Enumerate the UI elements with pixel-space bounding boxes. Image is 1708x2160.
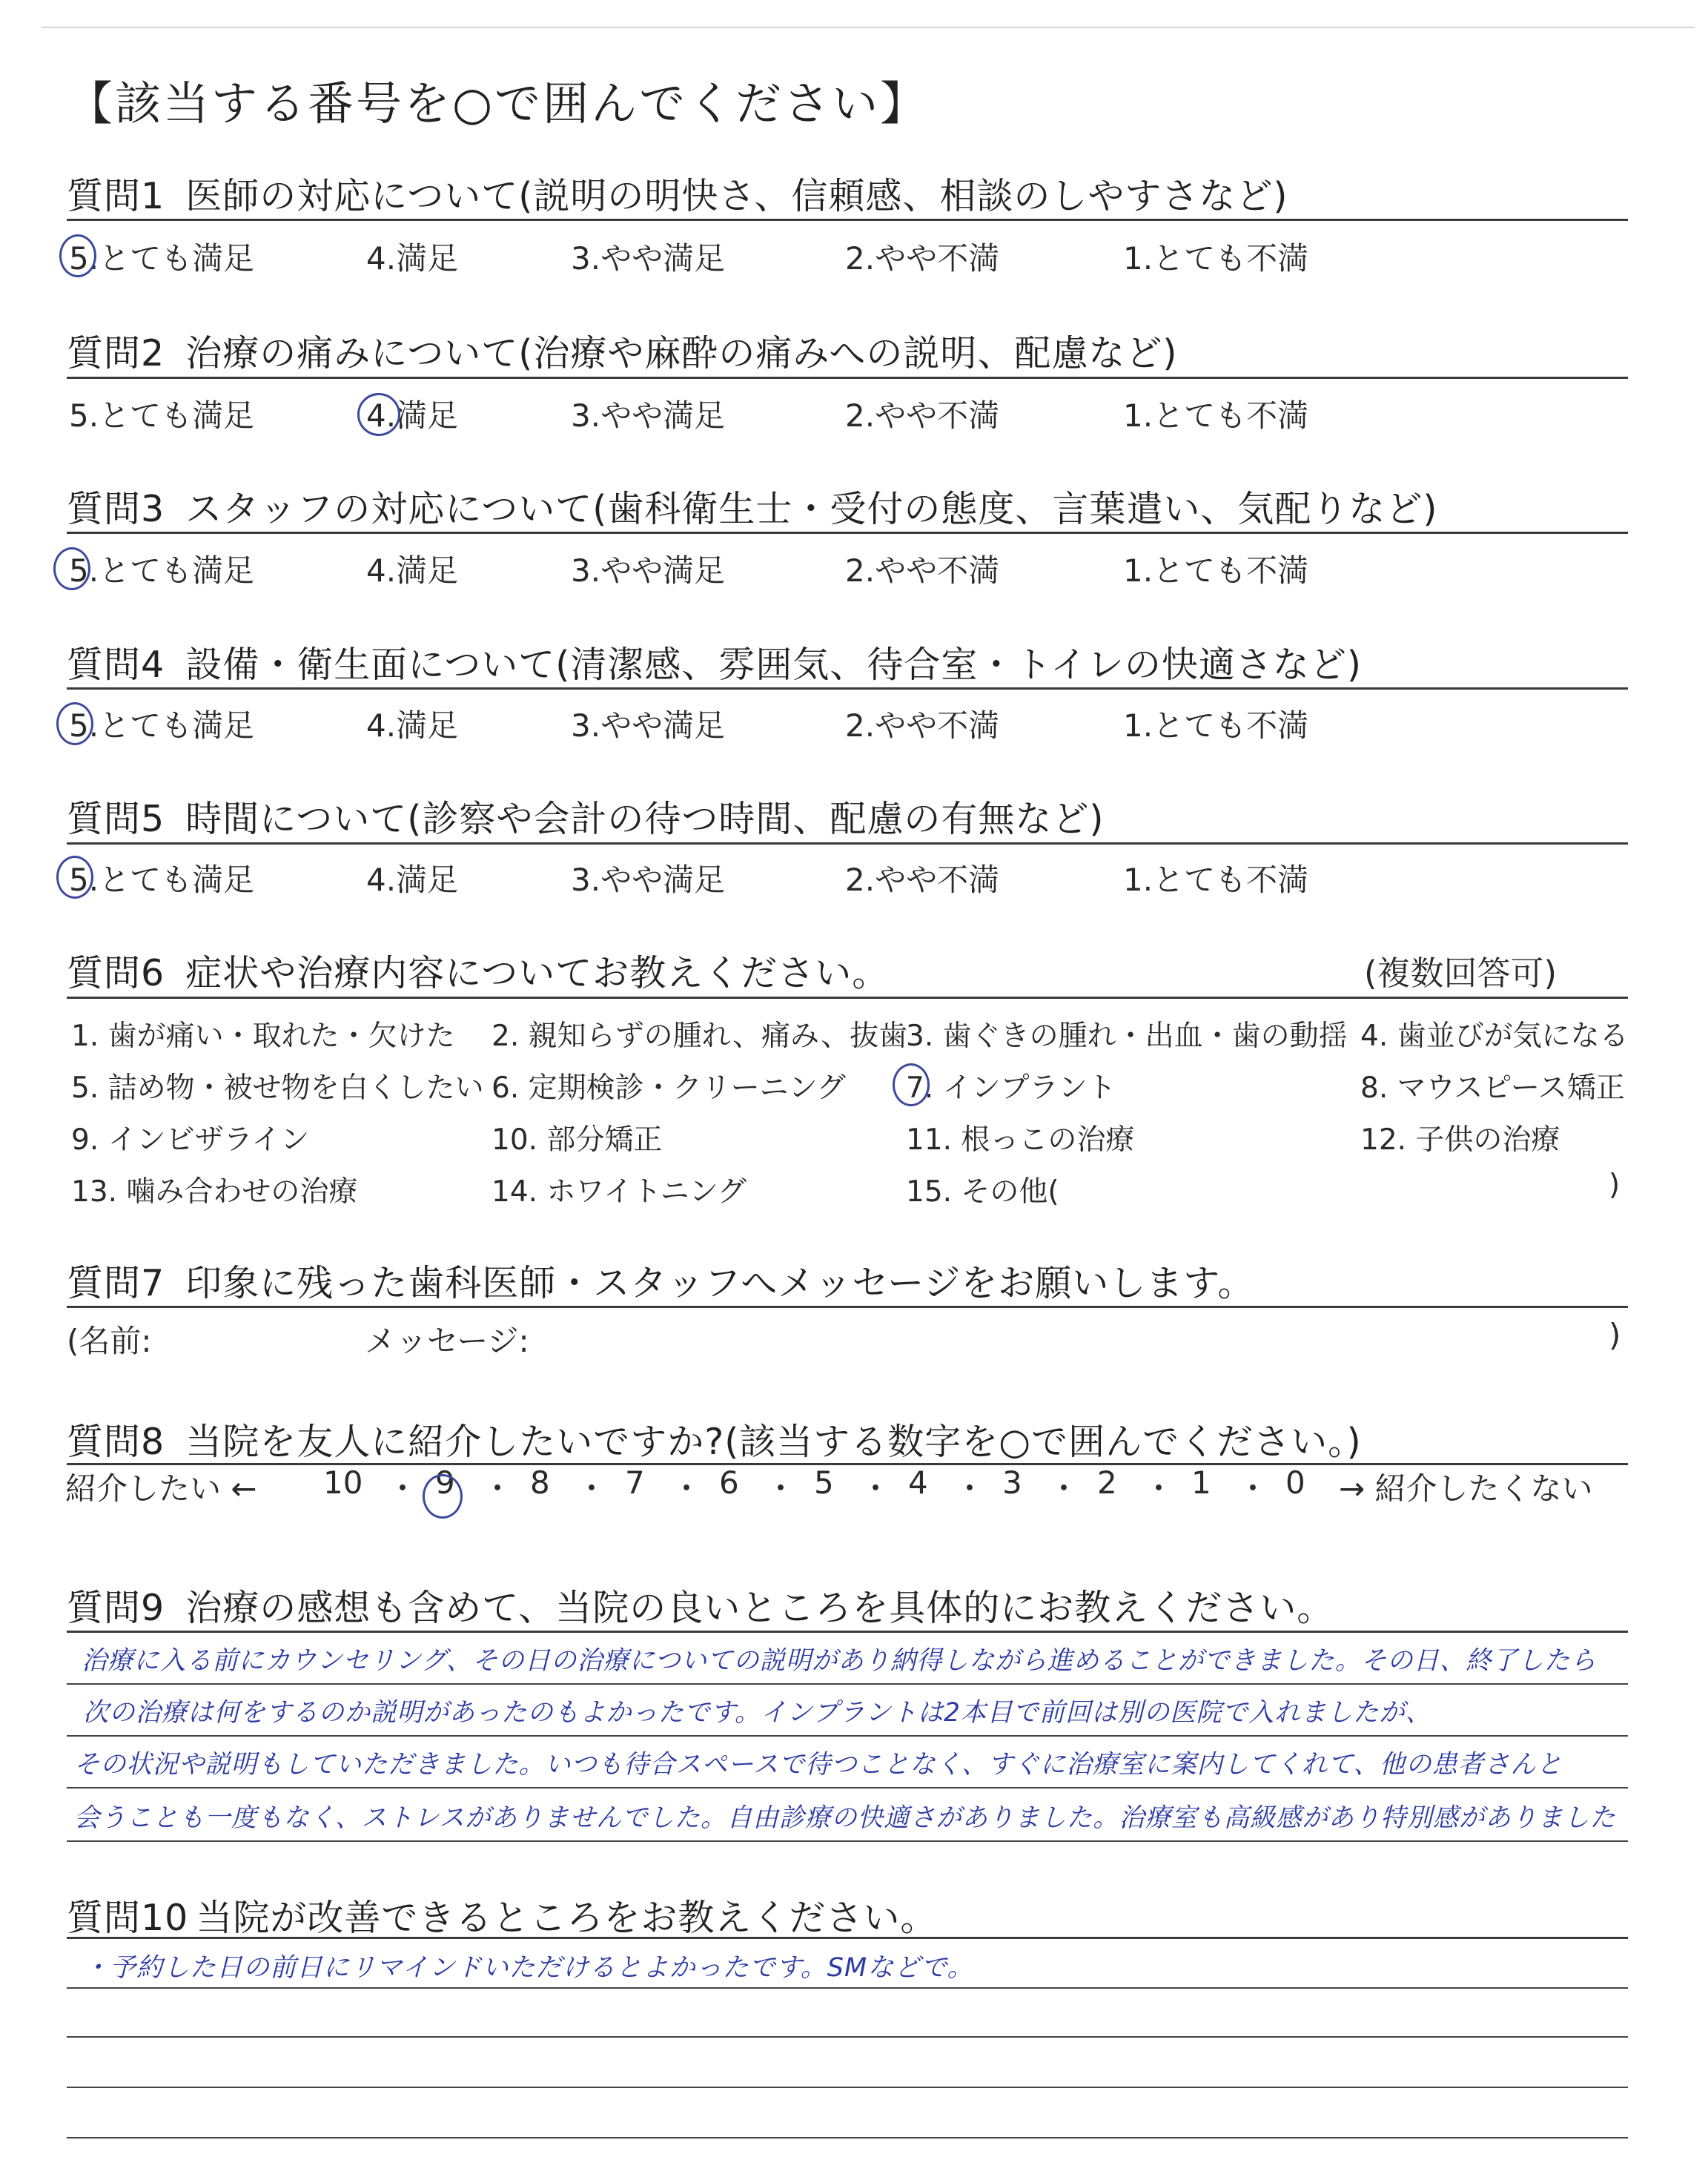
q5-option-2[interactable]: 2.やや不満	[845, 862, 1000, 898]
question-text: 当院が改善できるところをお教えください。	[196, 1897, 938, 1939]
answer-line	[67, 1840, 1628, 1842]
q6-option-8[interactable]: 8. マウスピース矯正	[1360, 1071, 1625, 1105]
answer-line	[67, 1787, 1628, 1789]
question-number: 質問9	[67, 1587, 165, 1629]
q3-answer-circle	[53, 547, 90, 590]
question-10-title	[67, 1889, 937, 1941]
question-3-title	[67, 480, 1437, 532]
q6-answer-circle	[893, 1063, 930, 1106]
scale-8[interactable]: 8	[530, 1464, 550, 1501]
scale-sep: ・	[1237, 1470, 1269, 1507]
q2-option-1[interactable]: 1.とても不満	[1123, 397, 1309, 434]
q6-other-close-paren: )	[1609, 1169, 1621, 1202]
question-text: 症状や治療内容についてお教えください。	[185, 952, 890, 994]
not-recommend-label: → 紹介したくない	[1339, 1470, 1593, 1507]
question-5-title	[67, 790, 1104, 842]
q6-option-15[interactable]: 15. その他(	[906, 1175, 1059, 1209]
question-4-rule	[67, 687, 1628, 690]
question-7-title	[67, 1255, 1254, 1307]
question-2-title	[67, 325, 1177, 377]
q10-handwritten-line-1: ・予約した日の前日にリマインドいただけるとよかったです。SMなどで。	[83, 1953, 974, 1983]
q6-option-12[interactable]: 12. 子供の治療	[1360, 1123, 1560, 1157]
scale-10[interactable]: 10	[323, 1464, 363, 1501]
question-text: 治療の感想も含めて、当院の良いところを具体的にお教えください。	[185, 1587, 1334, 1629]
scale-sep: ・	[765, 1470, 797, 1507]
q4-option-3[interactable]: 3.やや満足	[571, 707, 726, 744]
scale-1[interactable]: 1	[1191, 1464, 1211, 1501]
question-6-rule	[67, 997, 1628, 999]
q3-option-5[interactable]: 5.とても満足	[69, 552, 255, 589]
q3-option-1[interactable]: 1.とても不満	[1123, 552, 1309, 589]
question-text: 当院を友人に紹介したいですか?(該当する数字を○で囲んでください。)	[185, 1421, 1362, 1463]
q6-option-14[interactable]: 14. ホワイトニング	[491, 1175, 747, 1209]
name-label: (名前:	[67, 1323, 152, 1359]
q1-option-3[interactable]: 3.やや満足	[571, 240, 726, 277]
q5-option-4[interactable]: 4.満足	[366, 862, 459, 898]
scale-sep: ・	[954, 1470, 986, 1507]
question-text: 医師の対応について(説明の明快さ、信頼感、相談のしやすさなど)	[185, 175, 1288, 217]
q6-option-5[interactable]: 5. 詰め物・被せ物を白くしたい	[71, 1071, 484, 1105]
answer-line	[67, 2137, 1628, 2138]
message-label: メッセージ:	[365, 1323, 529, 1359]
question-2-rule	[67, 377, 1628, 379]
question-number: 質問8	[67, 1421, 165, 1463]
instruction-heading: 【該当する番号を○で囲んでください】	[67, 76, 929, 131]
q2-option-5[interactable]: 5.とても満足	[69, 397, 255, 434]
scale-sep: ・	[387, 1470, 419, 1507]
multiple-answers-note: (複数回答可)	[1364, 954, 1558, 993]
scale-0[interactable]: 0	[1285, 1464, 1305, 1501]
scale-sep: ・	[576, 1470, 608, 1507]
question-8-title	[67, 1413, 1362, 1465]
q9-handwritten-line-2: 次の治療は何をするのか説明があったのもよかったです。インプラントは2本目で前回は別の医院で入れましたが、	[83, 1698, 1432, 1728]
q9-handwritten-line-1: 治療に入る前にカウンセリング、その日の治療についての説明があり納得しながら進めることができました。その日、終了したら	[82, 1646, 1597, 1676]
q3-option-3[interactable]: 3.やや満足	[571, 552, 726, 589]
q3-option-4[interactable]: 4.満足	[366, 552, 459, 589]
question-text: スタッフの対応について(歯科衛生士・受付の態度、言葉遣い、気配りなど)	[185, 488, 1438, 530]
question-3-rule	[67, 532, 1628, 534]
scale-sep: ・	[1048, 1470, 1080, 1507]
question-9-title	[67, 1579, 1334, 1631]
q4-option-1[interactable]: 1.とても不満	[1123, 707, 1309, 744]
scale-sep: ・	[671, 1470, 703, 1507]
question-text: 印象に残った歯科医師・スタッフへメッセージをお願いします。	[185, 1262, 1255, 1304]
question-number: 質問3	[67, 488, 165, 530]
q6-option-7[interactable]: 7. インプラント	[906, 1071, 1116, 1105]
q1-option-5[interactable]: 5.とても満足	[69, 240, 255, 277]
q4-option-2[interactable]: 2.やや不満	[845, 707, 1000, 744]
q9-handwritten-line-4: 会うことも一度もなく、ストレスがありませんでした。自由診療の快適さがありました。治療室も高級感があり特別感がありました	[74, 1803, 1616, 1833]
q2-option-3[interactable]: 3.やや満足	[571, 397, 726, 434]
q5-answer-circle	[56, 856, 93, 899]
q2-option-2[interactable]: 2.やや不満	[845, 397, 1000, 434]
question-4-title	[67, 636, 1362, 688]
question-number: 質問2	[67, 332, 165, 374]
q6-option-11[interactable]: 11. 根っこの治療	[906, 1123, 1135, 1157]
q1-option-1[interactable]: 1.とても不満	[1123, 240, 1309, 277]
question-7-rule	[67, 1306, 1628, 1308]
question-number: 質問5	[67, 798, 165, 840]
question-1-rule	[67, 219, 1628, 221]
question-number: 質問7	[67, 1262, 165, 1304]
question-5-rule	[67, 842, 1628, 845]
q6-option-4[interactable]: 4. 歯並びが気になる	[1360, 1020, 1629, 1053]
q6-option-1[interactable]: 1. 歯が痛い・取れた・欠けた	[71, 1020, 455, 1053]
question-text: 設備・衛生面について(清潔感、雰囲気、待合室・トイレの快適さなど)	[185, 644, 1362, 686]
scale-7[interactable]: 7	[625, 1464, 645, 1501]
answer-line	[67, 1987, 1628, 1989]
message-close-paren: )	[1609, 1317, 1621, 1353]
question-1-title	[67, 168, 1288, 219]
q5-option-5[interactable]: 5.とても満足	[69, 862, 255, 898]
q1-option-4[interactable]: 4.満足	[366, 240, 459, 277]
q2-option-4[interactable]: 4.満足	[366, 397, 459, 434]
recommend-label: 紹介したい ←	[65, 1470, 257, 1507]
top-edge	[42, 27, 1695, 28]
answer-line	[67, 1683, 1628, 1685]
scale-6[interactable]: 6	[719, 1464, 739, 1501]
q4-option-4[interactable]: 4.満足	[366, 707, 459, 744]
question-6-title	[67, 945, 889, 997]
q3-option-2[interactable]: 2.やや不満	[845, 552, 1000, 589]
q5-option-3[interactable]: 3.やや満足	[571, 862, 726, 898]
question-number: 質問10	[67, 1897, 189, 1939]
scale-3[interactable]: 3	[1002, 1464, 1022, 1501]
q2-answer-circle	[357, 393, 400, 436]
question-10-rule	[67, 1937, 1628, 1939]
q8-answer-circle	[423, 1474, 463, 1519]
scale-5[interactable]: 5	[814, 1464, 834, 1501]
q6-option-2[interactable]: 2. 親知らずの腫れ、痛み、抜歯	[491, 1020, 908, 1053]
q6-option-13[interactable]: 13. 噛み合わせの治療	[71, 1175, 358, 1209]
q1-answer-circle	[59, 234, 96, 277]
question-text: 時間について(診察や会計の待つ時間、配慮の有無など)	[185, 798, 1105, 840]
question-number: 質問6	[67, 952, 165, 994]
scale-sep: ・	[860, 1470, 892, 1507]
answer-line	[67, 2036, 1628, 2038]
q6-option-10[interactable]: 10. 部分矯正	[491, 1123, 663, 1157]
q4-option-5[interactable]: 5.とても満足	[69, 707, 255, 744]
q6-option-9[interactable]: 9. インビザライン	[71, 1123, 310, 1157]
scale-2[interactable]: 2	[1097, 1464, 1117, 1501]
scale-9[interactable]: 9	[435, 1464, 455, 1501]
question-text: 治療の痛みについて(治療や麻酔の痛みへの説明、配慮など)	[185, 332, 1178, 374]
question-9-rule	[67, 1631, 1628, 1633]
answer-line	[67, 1735, 1628, 1737]
q6-option-3[interactable]: 3. 歯ぐきの腫れ・出血・歯の動揺	[906, 1020, 1348, 1053]
q1-option-2[interactable]: 2.やや不満	[845, 240, 1000, 277]
question-number: 質問4	[67, 644, 165, 686]
q5-option-1[interactable]: 1.とても不満	[1123, 862, 1309, 898]
scale-sep: ・	[482, 1470, 514, 1507]
question-number: 質問1	[67, 175, 165, 217]
q4-answer-circle	[56, 702, 93, 745]
q6-option-6[interactable]: 6. 定期検診・クリーニング	[491, 1071, 846, 1105]
scale-4[interactable]: 4	[908, 1464, 928, 1501]
answer-line	[67, 2087, 1628, 2088]
q9-handwritten-line-3: その状況や説明もしていただきました。いつも待合スペースで待つことなく、すぐに治療室に案内してくれて、他の患者さんと	[74, 1750, 1563, 1780]
scale-sep: ・	[1143, 1470, 1175, 1507]
